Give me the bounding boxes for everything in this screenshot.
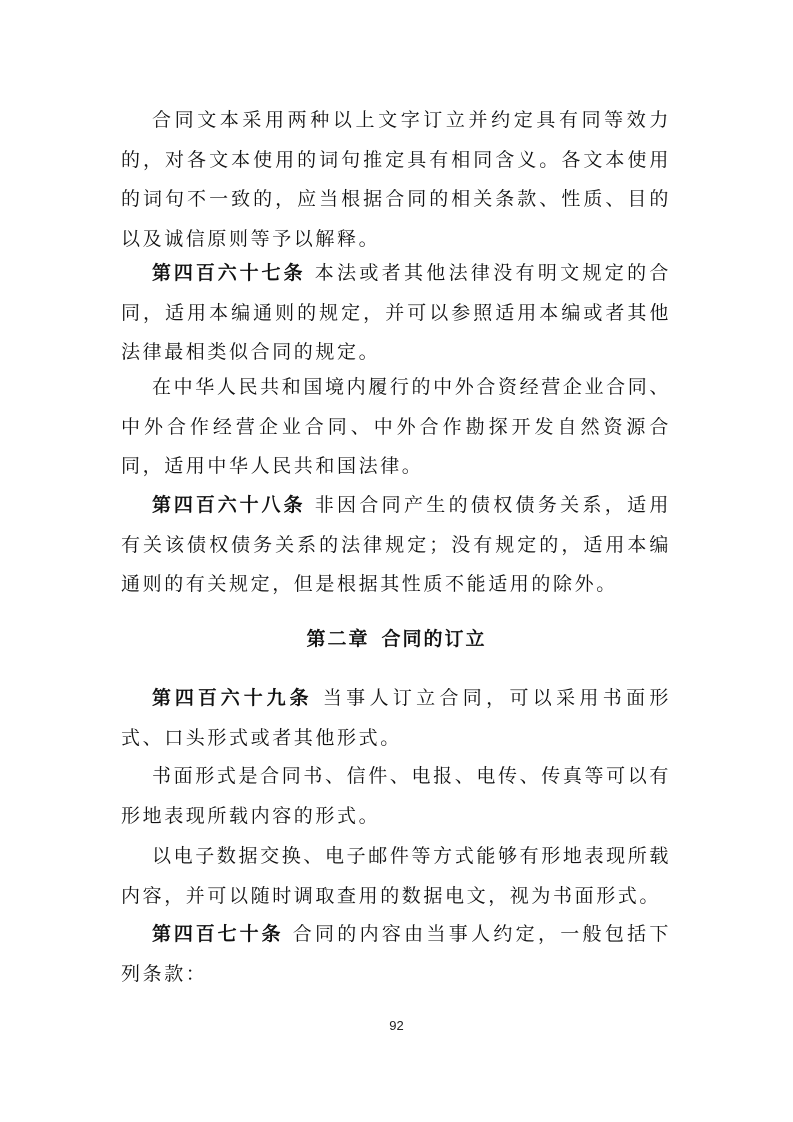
article-470	[121, 915, 671, 994]
article-469-label: 第四百六十九条	[152, 687, 313, 709]
article-468-label: 第四百六十八条	[152, 494, 306, 516]
chapter-title: 合同的订立	[381, 628, 487, 650]
article-467	[121, 254, 671, 373]
article-470-text: 合同的内容由当事人约定，一般包括下列条款：	[121, 923, 672, 985]
page-number: 92	[389, 1018, 404, 1033]
article-467-text: 本法或者其他法律没有明文规定的合同，适用本编通则的规定，并可以参照适用本编或者其他法律最相类似合同的规定。	[121, 262, 671, 363]
paragraph-electronic-data: 以电子数据交换、电子邮件等方式能够有形地表现所载内容，并可以随时调取查用的数据电文，视为书面形式。	[121, 845, 671, 907]
article-470-label: 第四百七十条	[152, 923, 284, 945]
article-469-text: 当事人订立合同，可以采用书面形式、口头形式或者其他形式。	[121, 687, 672, 749]
chapter-number: 第二章	[306, 628, 370, 650]
article-468-text: 非因合同产生的债权债务关系，适用有关该债权债务关系的法律规定；没有规定的，适用本编通则的有关规定，但是根据其性质不能适用的除外。	[121, 494, 671, 595]
article-467-label: 第四百六十七条	[152, 262, 306, 284]
paragraph-language-interpretation: 合同文本采用两种以上文字订立并约定具有同等效力的，对各文本使用的词句推定具有相同含义。各文本使用的词句不一致的，应当根据合同的相关条款、性质、目的以及诚信原则等予以解释。	[121, 109, 671, 250]
paragraph-foreign-contracts: 在中华人民共和国境内履行的中外合资经营企业合同、中外合作经营企业合同、中外合作勘探开发自然资源合同，适用中华人民共和国法律。	[121, 376, 671, 477]
paragraph-written-form: 书面形式是合同书、信件、电报、电传、传真等可以有形地表现所载内容的形式。	[121, 765, 671, 827]
article-468	[121, 486, 671, 605]
chapter-heading	[0, 624, 793, 651]
article-469	[121, 679, 671, 758]
